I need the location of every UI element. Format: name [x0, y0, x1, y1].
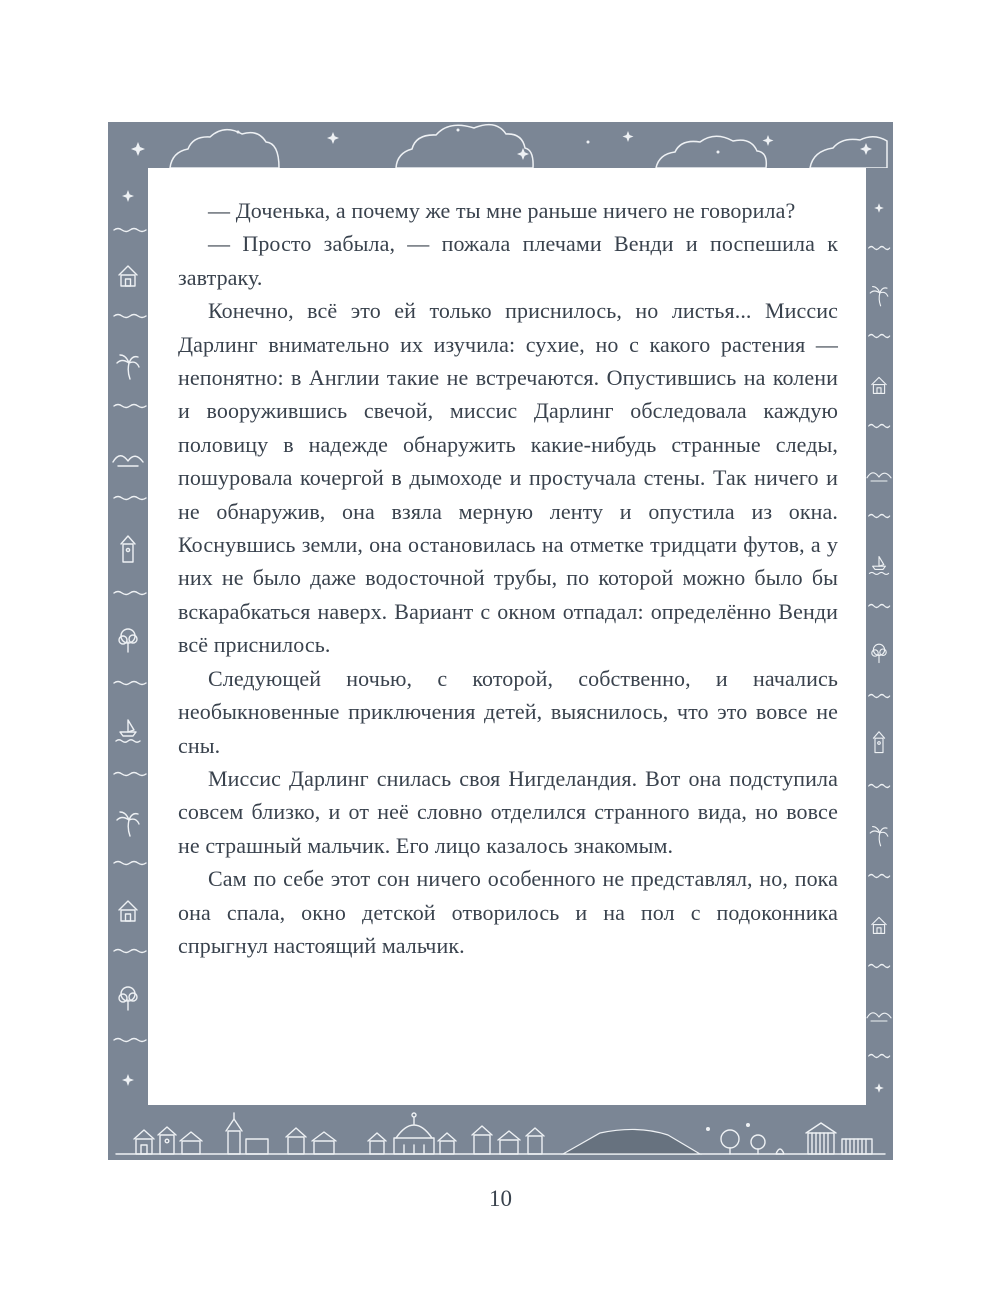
- paragraph: Следующей ночью, с которой, собственно, и начались необыкновенные приключения детей, выяснилось, что это вовсе не сны.: [178, 665, 838, 758]
- church-icon: [226, 1113, 268, 1154]
- divider-squiggle: [869, 965, 890, 968]
- paragraph: — Доченька, а почему же ты мне раньше ничего не говорила?: [208, 198, 796, 223]
- paragraph: Миссис Дарлинг снилась своя Нигделандия. Вот она подступила совсем близко, и от неё словно отделился странного вида, но вовсе не страшный мальчик. Его лицо казалось знакомым.: [178, 765, 838, 858]
- border-left-art: [108, 168, 148, 1105]
- divider-squiggle: [869, 515, 890, 518]
- paragraph: — Просто забыла, — пожала плечами Венди и поспешила к завтраку.: [178, 231, 838, 290]
- palm-tree-icon: [117, 812, 139, 836]
- page-text: [148, 168, 866, 1105]
- divider-squiggle: [114, 229, 146, 232]
- hills-icon: [867, 1013, 891, 1021]
- divider-squiggle: [114, 950, 146, 953]
- divider-squiggle: [869, 247, 890, 250]
- border-right-art: [866, 168, 893, 1105]
- divider-squiggle: [114, 592, 146, 595]
- tree-icon: [872, 644, 886, 662]
- divider-squiggle: [869, 1055, 890, 1058]
- divider-squiggle: [869, 425, 890, 428]
- tree-icon: [119, 987, 137, 1010]
- divider-squiggle: [869, 875, 890, 878]
- border-top-art: [108, 122, 893, 168]
- divider-squiggle: [114, 405, 146, 408]
- divider-squiggle: [114, 862, 146, 865]
- hills-icon: [113, 456, 143, 466]
- divider-squiggle: [114, 682, 146, 685]
- palm-tree-icon: [870, 827, 888, 846]
- house-icon: [119, 901, 137, 921]
- divider-squiggle: [869, 695, 890, 698]
- house-icon: [872, 377, 886, 393]
- divider-squiggle: [869, 605, 890, 608]
- paragraph: Конечно, всё это ей только приснилось, но листья... Миссис Дарлинг внимательно их изучила: сухие, но с какого растения — непонятно: в Англии такие не встречаются. Опустившись на колени и вооружившись свечой, миссис Дарлинг обследовала каждую половицу в надежде обнаружить какие-нибудь странные следы, пошуровала кочергой в дымоходе и простучала стены. Так ничего и не обнаружив, она взяла мерную ленту и опустила из окна. Коснувшись земли, она остановилась на отметке тридцати футов, а у них не было даже водосточной трубы, по которой можно было бы вскарабкаться наверх. Вариант с окном отпадал: определённо Венди всё приснилось.: [178, 298, 838, 658]
- decorative-border-frame: [108, 122, 893, 1160]
- tower-icon: [873, 732, 884, 753]
- divider-squiggle: [114, 315, 146, 318]
- divider-squiggle: [114, 497, 146, 500]
- star-icon: [874, 1083, 884, 1093]
- cloud-icon: [170, 125, 887, 168]
- star-icon: [122, 1074, 134, 1086]
- sailboat-icon: [116, 720, 140, 742]
- palm-tree-icon: [870, 287, 888, 306]
- divider-squiggle: [869, 785, 890, 788]
- star-icon: [874, 203, 884, 213]
- hill-icon: [563, 1129, 700, 1154]
- house-icon: [119, 266, 137, 286]
- house-icon: [286, 1128, 336, 1154]
- divider-squiggle: [869, 335, 890, 338]
- divider-squiggle: [114, 773, 146, 776]
- hatched-building-icon: [806, 1123, 872, 1154]
- divider-squiggle: [114, 1039, 146, 1042]
- palm-tree-icon: [117, 355, 139, 379]
- house-icon: [872, 917, 886, 933]
- hills-icon: [867, 473, 891, 481]
- house-icon: [134, 1127, 202, 1154]
- sailboat-icon: [869, 557, 888, 575]
- border-bottom-art: [108, 1105, 893, 1160]
- house-icon: [472, 1126, 544, 1154]
- tower-icon: [121, 536, 135, 562]
- tree-icon: [721, 1130, 784, 1154]
- page-number: 10: [489, 1186, 512, 1211]
- dome-building-icon: [368, 1113, 456, 1154]
- star-icon: [122, 190, 134, 202]
- paragraph: Сам по себе этот сон ничего особенного не представлял, но, пока она спала, окно детской отворилось и на пол с подоконника спрыгнул настоящий мальчик.: [178, 866, 838, 958]
- tree-icon: [119, 629, 137, 652]
